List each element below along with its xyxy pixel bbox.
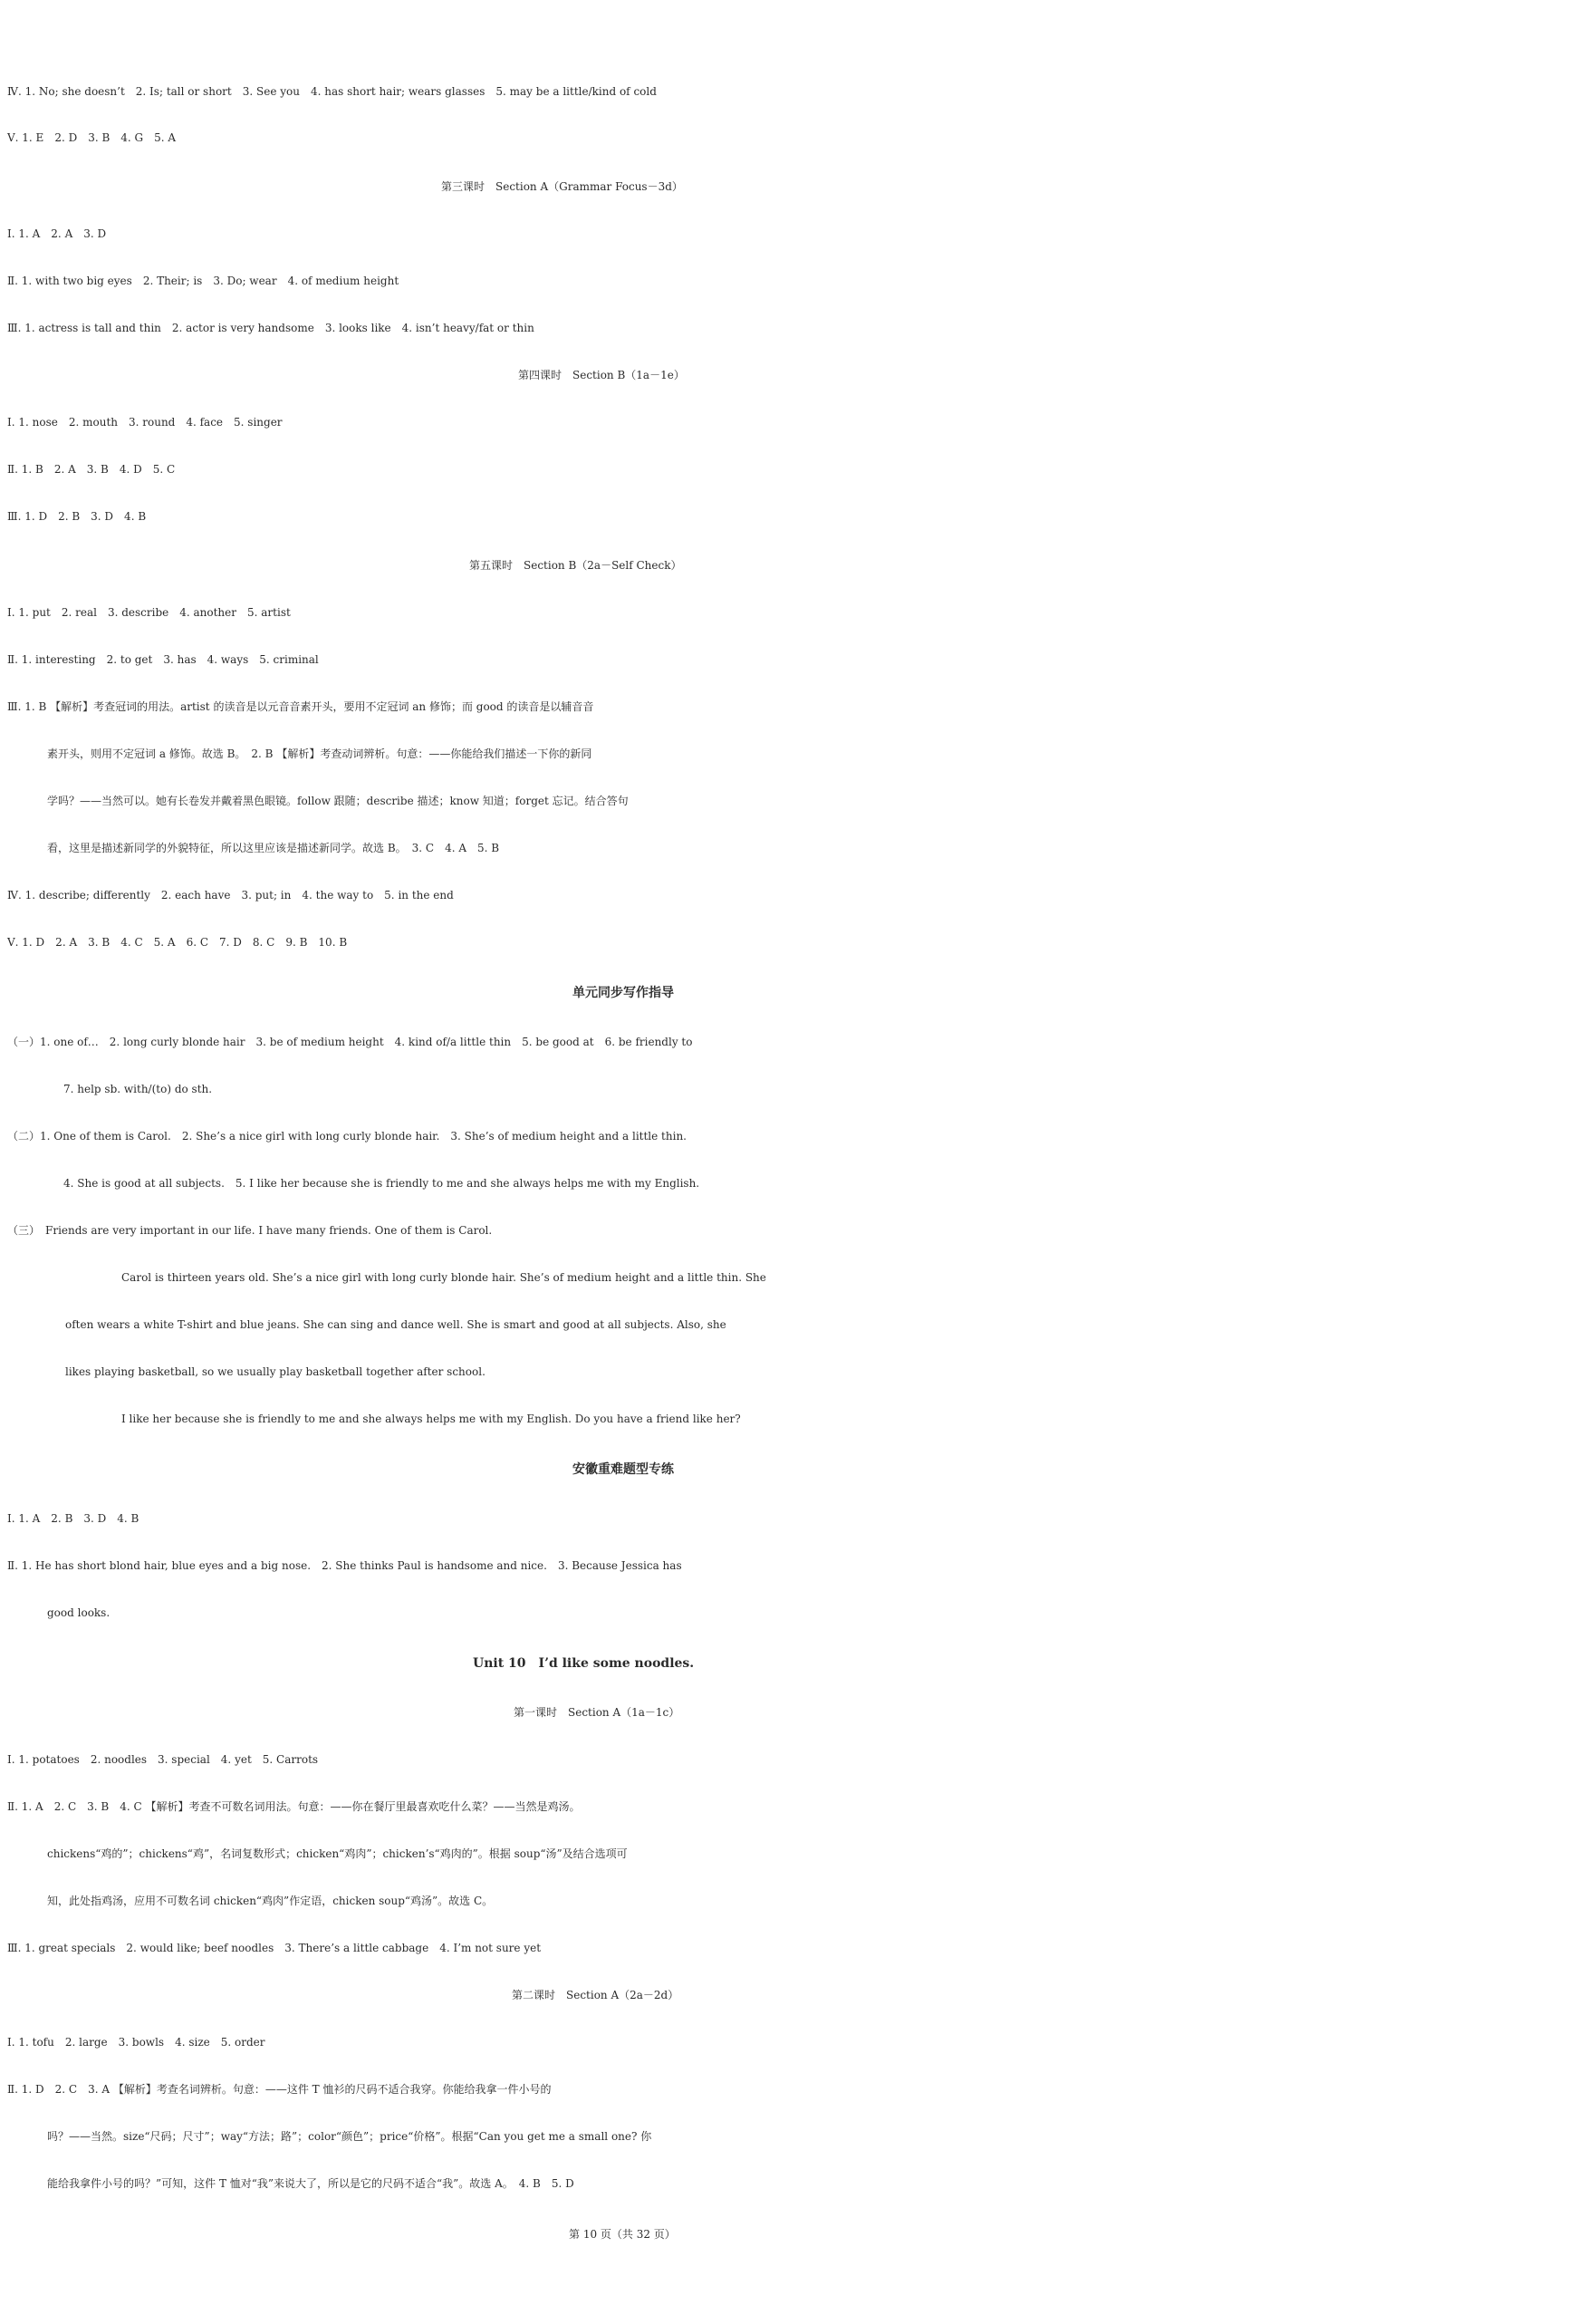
unit-title: Unit 10 I’d like some noodles. — [473, 1656, 695, 1671]
section-heading: 第一课时 Section A（1a－1c） — [514, 1706, 680, 1719]
text-line: 7. help sb. with/(to) do sth. — [63, 1083, 213, 1095]
section-title: 单元同步写作指导 — [572, 986, 674, 1000]
text-line: likes playing basketball, so we usually play basketball together after school. — [65, 1365, 486, 1378]
text-line: Ⅰ. 1. A 2. A 3. D — [7, 227, 107, 240]
text-line: Carol is thirteen years old. She’s a nice girl with long curly blonde hair. She’s of medium height and a little thin. She — [121, 1271, 766, 1284]
text-line: Ⅱ. 1. D 2. C 3. A 【解析】考查名词辨析。句意：——这件 T 恤衫的尺码不适合我穿。你能给我拿一件小号的 — [7, 2083, 552, 2096]
text-line: Ⅱ. 1. A 2. C 3. B 4. C 【解析】考查不可数名词用法。句意：——你在餐厅里最喜欢吃什么菜？——当然是鸡汤。 — [7, 1800, 581, 1813]
text-line: 知，此处指鸡汤，应用不可数名词 chicken“鸡肉”作定语，chicken soup“鸡汤”。故选 C。 — [47, 1895, 494, 1907]
section-heading: 第三课时 Section A（Grammar Focus－3d） — [441, 180, 683, 193]
text-line: Ⅳ. 1. describe; differently 2. each have 3. put; in 4. the way to 5. in the end — [7, 889, 454, 902]
page-number: 第 10 页（共 32 页） — [569, 2228, 676, 2241]
text-line: Ⅴ. 1. D 2. A 3. B 4. C 5. A 6. C 7. D 8. C 9. B 10. B — [7, 936, 348, 949]
text-line: （三） Friends are very important in our life. I have many friends. One of them is Carol. — [7, 1224, 493, 1237]
text-line: 吗？——当然。size“尺码；尺寸”；way“方法；路”；color“颜色”；price“价格”。根据“Can you get me a small one? 你 — [47, 2130, 652, 2143]
text-line: 素开头，则用不定冠词 a 修饰。故选 B。 2. B 【解析】考查动词辨析。句意：——你能给我们描述一下你的新同 — [47, 747, 592, 760]
section-heading: 第二课时 Section A（2a－2d） — [512, 1989, 679, 2001]
text-line: Ⅰ. 1. tofu 2. large 3. bowls 4. size 5. order — [7, 2036, 265, 2049]
text-line: Ⅲ. 1. great specials 2. would like; beef noodles 3. There’s a little cabbage 4. I’m not sure yet — [7, 1942, 542, 1954]
text-line: Ⅱ. 1. with two big eyes 2. Their; is 3. Do; wear 4. of medium height — [7, 275, 399, 287]
text-line: Ⅰ. 1. A 2. B 3. D 4. B — [7, 1512, 139, 1525]
text-line: Ⅳ. 1. No; she doesn’t 2. Is; tall or short 3. See you 4. has short hair; wears glasses 5. may be a little/kind of cold — [7, 85, 657, 98]
text-line: Ⅰ. 1. put 2. real 3. describe 4. another 5. artist — [7, 606, 291, 619]
text-line: chickens“鸡的”；chickens“鸡”，名词复数形式；chicken“鸡肉”；chicken’s“鸡肉的”。根据 soup“汤”及结合选项可 — [47, 1847, 628, 1860]
text-line: often wears a white T-shirt and blue jeans. She can sing and dance well. She is smart and good at all subjects. Also, she — [65, 1318, 726, 1331]
text-line: Ⅴ. 1. E 2. D 3. B 4. G 5. A — [7, 131, 177, 144]
text-line: （二）1. One of them is Carol. 2. She’s a nice girl with long curly blonde hair. 3. She’s of medium height and a little thin. — [7, 1130, 687, 1143]
text-line: 学吗？——当然可以。她有长卷发并戴着黑色眼镜。follow 跟随；describe 描述；know 知道；forget 忘记。结合答句 — [47, 795, 629, 807]
text-line: Ⅲ. 1. D 2. B 3. D 4. B — [7, 510, 147, 523]
text-line: Ⅱ. 1. He has short blond hair, blue eyes and a big nose. 2. She thinks Paul is handsome and nice. 3. Because Jessica has — [7, 1559, 682, 1572]
text-line: 4. She is good at all subjects. 5. I like her because she is friendly to me and she always helps me with my English. — [63, 1177, 700, 1190]
text-line: Ⅲ. 1. actress is tall and thin 2. actor is very handsome 3. looks like 4. isn’t heavy/fat or thin — [7, 322, 534, 334]
text-line: Ⅲ. 1. B 【解析】考查冠词的用法。artist 的读音是以元音音素开头，要用不定冠词 an 修饰；而 good 的读音是以辅音音 — [7, 700, 594, 713]
text-line: Ⅰ. 1. nose 2. mouth 3. round 4. face 5. singer — [7, 416, 283, 429]
section-heading: 第五课时 Section B（2a－Self Check） — [469, 559, 682, 572]
section-title: 安徽重难题型专练 — [572, 1462, 674, 1477]
text-line: I like her because she is friendly to me and she always helps me with my English. Do you have a friend like her? — [121, 1413, 741, 1425]
text-line: Ⅰ. 1. potatoes 2. noodles 3. special 4. yet 5. Carrots — [7, 1753, 319, 1766]
text-line: good looks. — [47, 1606, 111, 1619]
text-line: 能给我拿件小号的吗？”可知，这件 T 恤对“我”来说大了，所以是它的尺码不适合“我”。故选 A。 4. B 5. D — [47, 2177, 574, 2190]
text-line: （一）1. one of… 2. long curly blonde hair 3. be of medium height 4. kind of/a little thin 5. be good at 6. be friendly to — [7, 1036, 693, 1048]
text-line: Ⅱ. 1. B 2. A 3. B 4. D 5. C — [7, 463, 176, 476]
text-line: Ⅱ. 1. interesting 2. to get 3. has 4. ways 5. criminal — [7, 653, 319, 666]
section-heading: 第四课时 Section B（1a－1e） — [518, 369, 685, 381]
text-line: 看，这里是描述新同学的外貌特征，所以这里应该是描述新同学。故选 B。 3. C 4. A 5. B — [47, 842, 500, 854]
